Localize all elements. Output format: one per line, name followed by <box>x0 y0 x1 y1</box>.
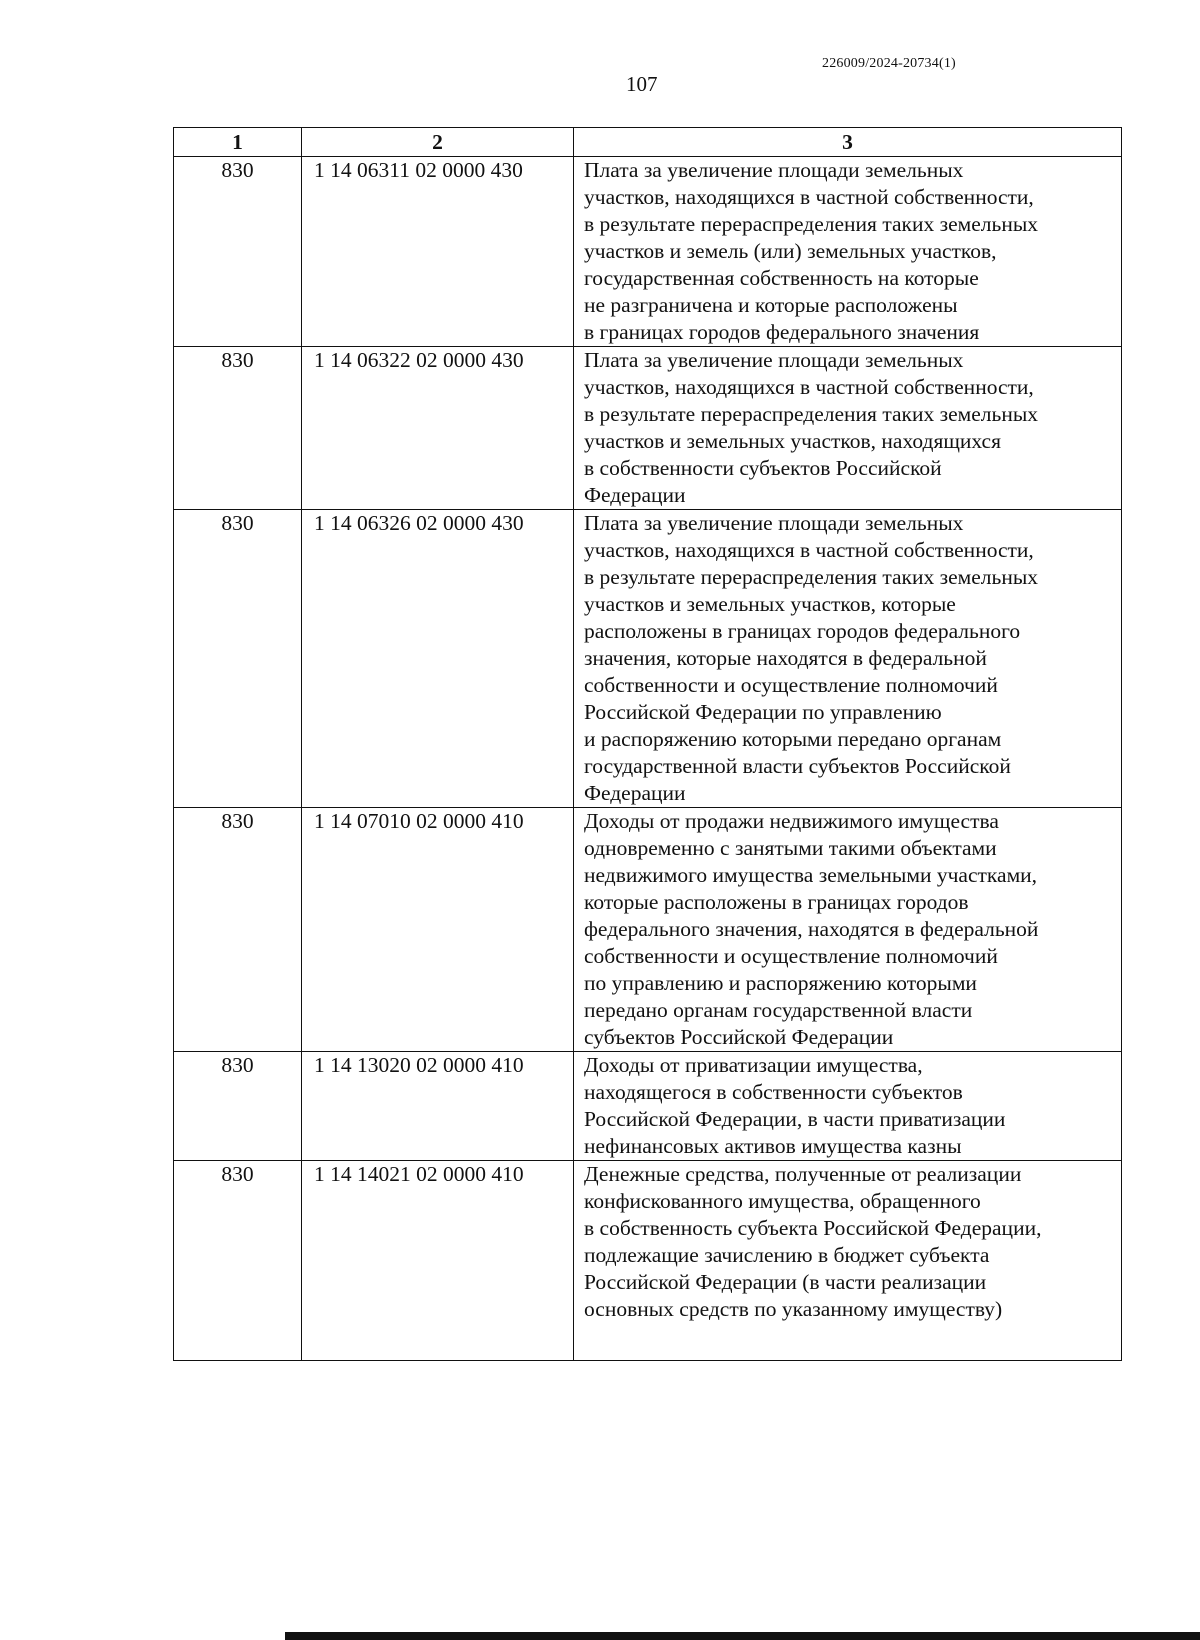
table-row <box>174 1161 1122 1361</box>
admin-code-cell: 830 <box>174 1052 302 1161</box>
description-cell: Плата за увеличение площади земельных участков, находящихся в частной собственности, в результате перераспределения таких земельных участков и земельных участков, которые расположены в границах городов федерального значения, которые находятся в федеральной собственности и осуществление полномочий Российской Федерации по управлению и распоряжению которыми передано органам государственной власти субъектов Российской Федерации <box>574 510 1122 808</box>
document-id: 226009/2024-20734(1) <box>822 56 956 71</box>
table-row <box>174 510 1122 808</box>
description-cell: Денежные средства, полученные от реализации конфискованного имущества, обращенного в собственность субъекта Российской Федерации, подлежащие зачислению в бюджет субъекта Российской Федерации (в части реализации основных средств по указанному имуществу) <box>574 1161 1122 1361</box>
table-row <box>174 1052 1122 1161</box>
kbk-code-cell: 1 14 13020 02 0000 410 <box>302 1052 574 1161</box>
column-header-3: 3 <box>574 128 1122 157</box>
table-row <box>174 157 1122 347</box>
kbk-code-cell: 1 14 07010 02 0000 410 <box>302 808 574 1052</box>
description-cell: Доходы от приватизации имущества, находящегося в собственности субъектов Российской Федерации, в части приватизации нефинансовых активов имущества казны <box>574 1052 1122 1161</box>
page-number: 107 <box>626 72 658 96</box>
column-header-2: 2 <box>302 128 574 157</box>
table-row <box>174 347 1122 510</box>
table-header-row <box>174 128 1122 157</box>
admin-code-cell: 830 <box>174 347 302 510</box>
kbk-code-cell: 1 14 14021 02 0000 410 <box>302 1161 574 1361</box>
admin-code-cell: 830 <box>174 1161 302 1361</box>
scan-edge-bar <box>285 1632 1200 1640</box>
column-header-1: 1 <box>174 128 302 157</box>
description-cell: Доходы от продажи недвижимого имущества одновременно с занятыми такими объектами недвижимого имущества земельными участками, которые расположены в границах городов федерального значения, находятся в федеральной собственности и осуществление полномочий по управлению и распоряжению которыми передано органам государственной власти субъектов Российской Федерации <box>574 808 1122 1052</box>
admin-code-cell: 830 <box>174 157 302 347</box>
description-cell: Плата за увеличение площади земельных участков, находящихся в частной собственности, в результате перераспределения таких земельных участков и земельных участков, находящихся в собственности субъектов Российской Федерации <box>574 347 1122 510</box>
table-row <box>174 808 1122 1052</box>
income-codes-table <box>173 127 1122 1361</box>
kbk-code-cell: 1 14 06311 02 0000 430 <box>302 157 574 347</box>
description-cell: Плата за увеличение площади земельных участков, находящихся в частной собственности, в результате перераспределения таких земельных участков и земель (или) земельных участков, государственная собственность на которые не разграничена и которые расположены в границах городов федерального значения <box>574 157 1122 347</box>
kbk-code-cell: 1 14 06322 02 0000 430 <box>302 347 574 510</box>
kbk-code-cell: 1 14 06326 02 0000 430 <box>302 510 574 808</box>
admin-code-cell: 830 <box>174 808 302 1052</box>
admin-code-cell: 830 <box>174 510 302 808</box>
